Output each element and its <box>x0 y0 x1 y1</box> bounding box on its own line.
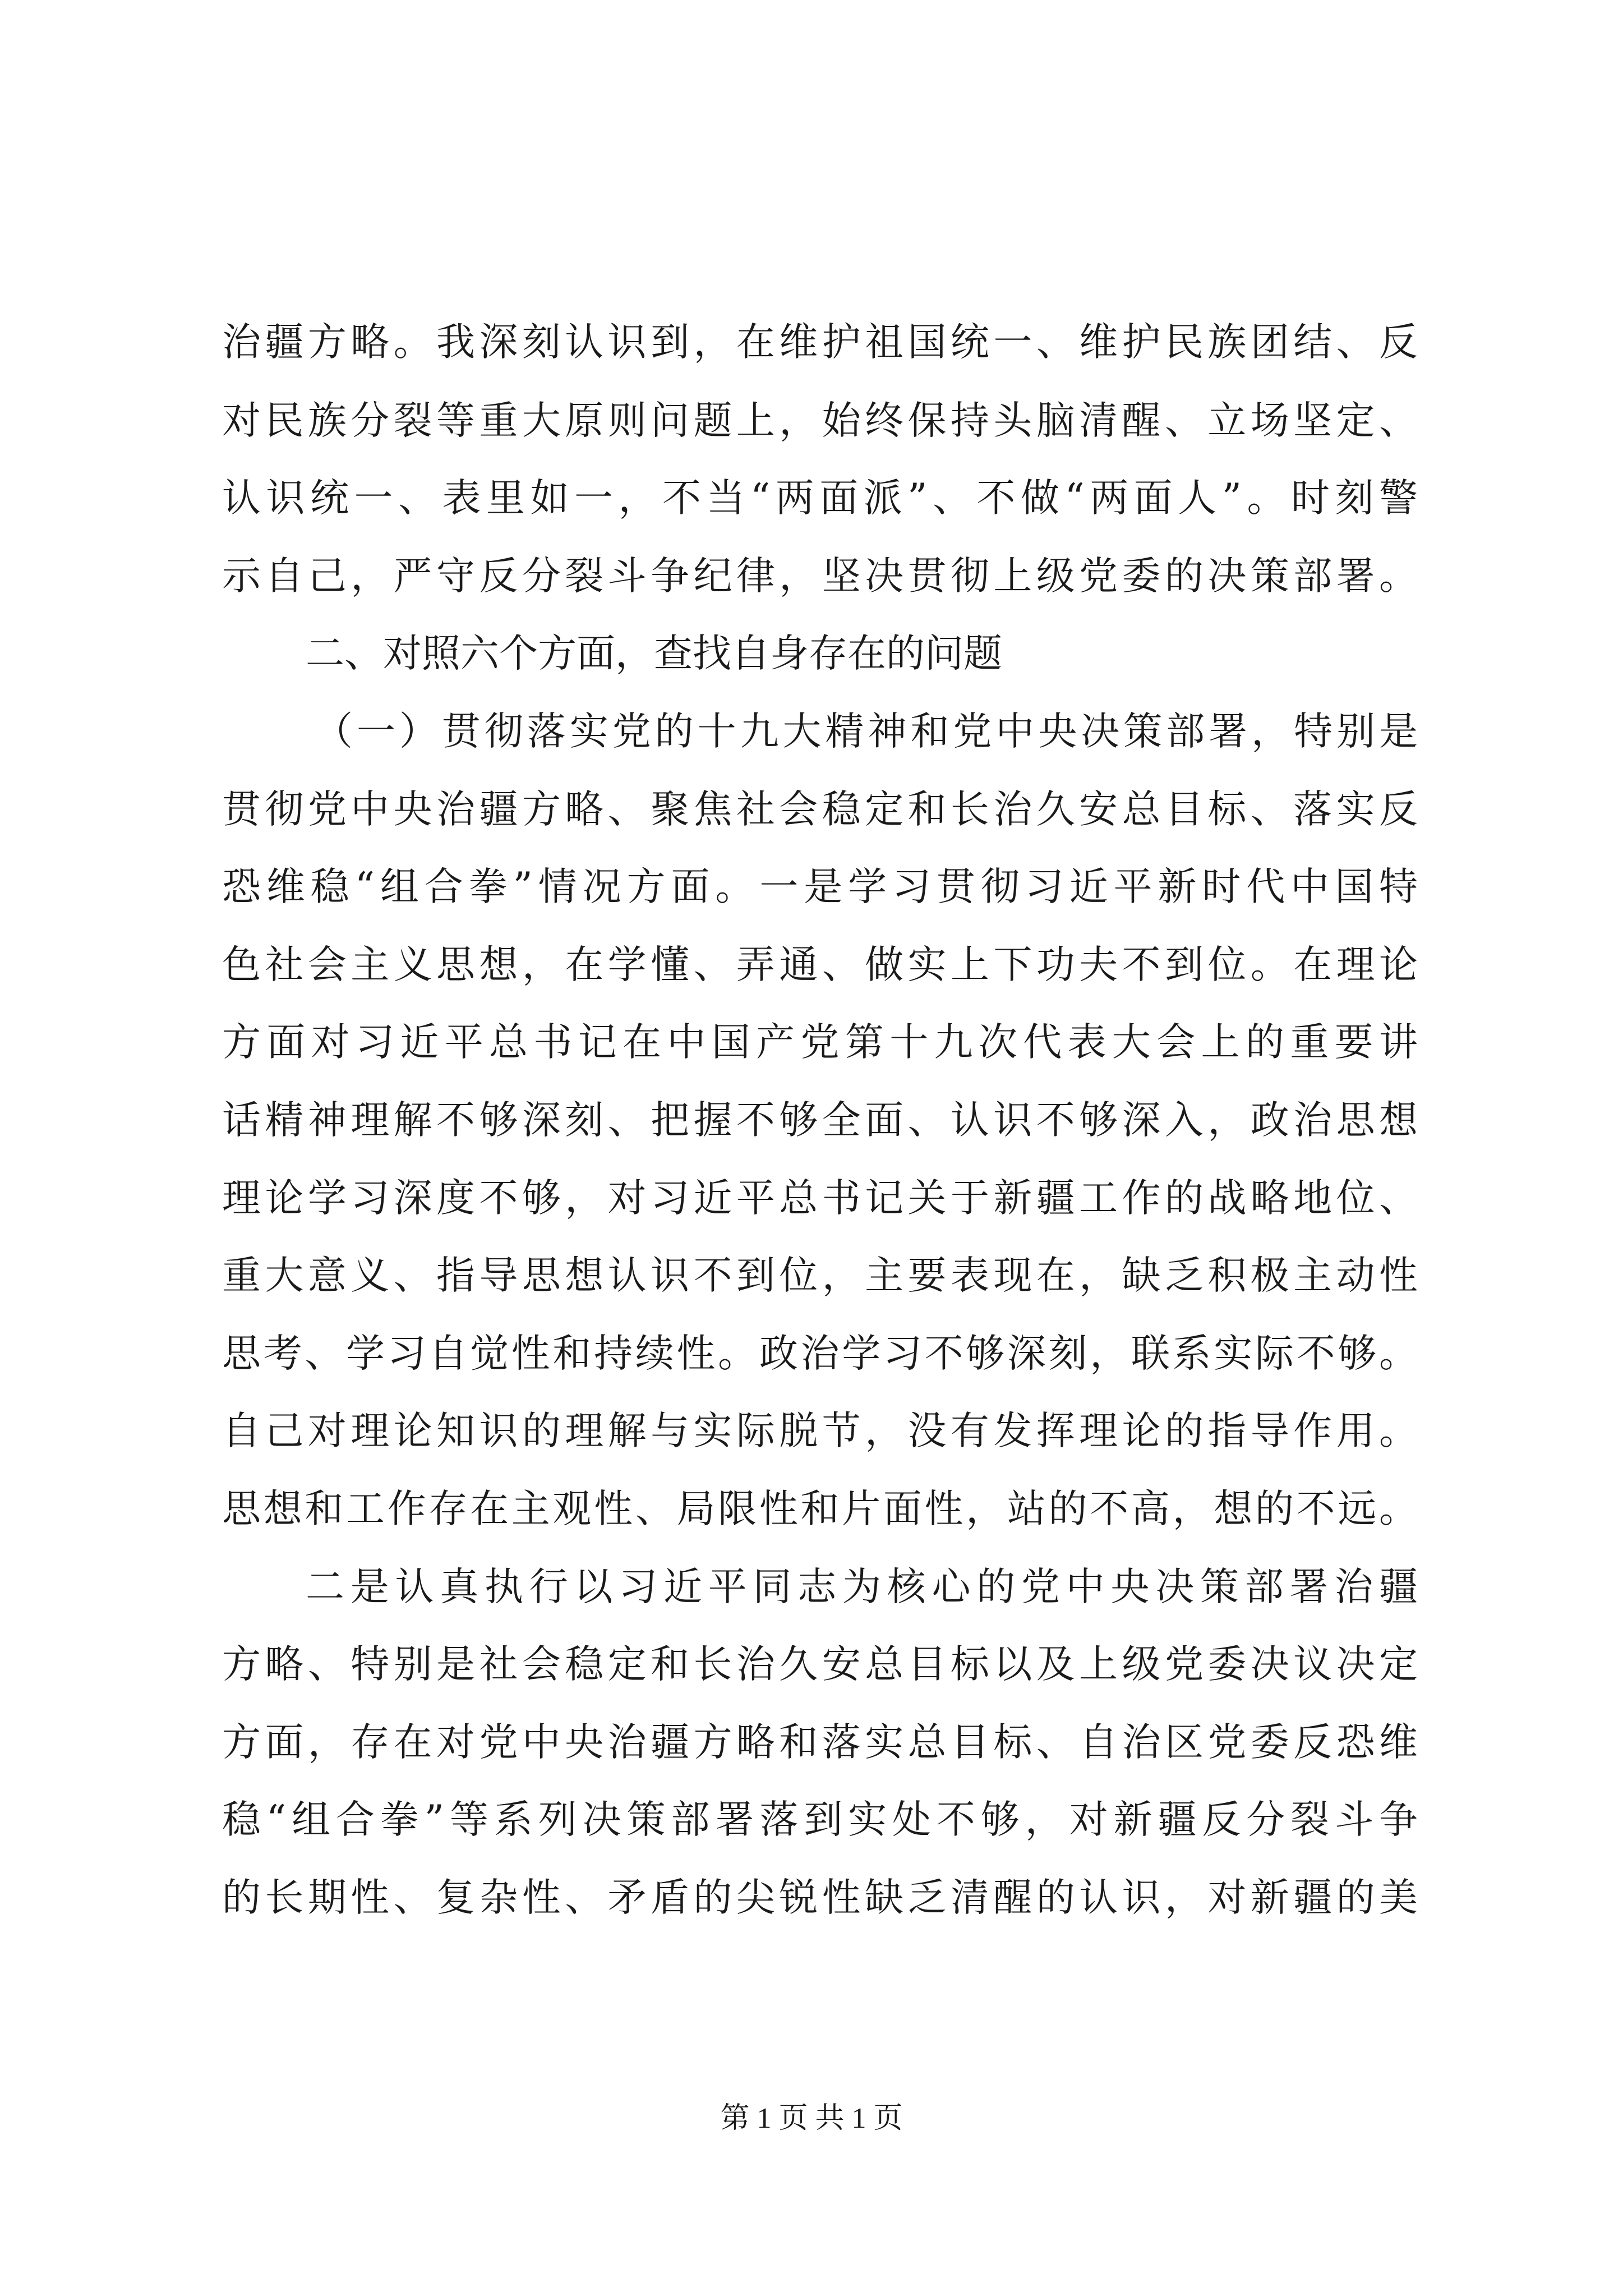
line-text: 理论学习深度不够，对习近平总书记关于新疆工作的战略地位、 <box>222 1176 1418 1221</box>
line-text: 的长期性、复杂性、矛盾的尖锐性缺乏清醒的认识，对新疆的美 <box>222 1875 1418 1920</box>
line-text: （一）贯彻落实党的十九大精神和党中央决策部署，特别是 <box>314 709 1418 754</box>
text-line <box>0 1858 1623 1937</box>
line-text: 色社会主义思想，在学懂、弄通、做实上下功夫不到位。在理论 <box>222 942 1418 987</box>
line-text: 方略、特别是社会稳定和长治久安总目标以及上级党委决议决定 <box>222 1642 1418 1687</box>
line-text: 贯彻党中央治疆方略、聚焦社会稳定和长治久安总目标、落实反 <box>222 787 1418 832</box>
text-line <box>0 926 1623 1004</box>
text-line <box>0 1081 1623 1159</box>
text-line <box>0 459 1623 537</box>
page-number-footer: 第 1 页 共 1 页 <box>720 2102 903 2134</box>
text-line <box>0 1159 1623 1237</box>
text-line <box>0 1314 1623 1393</box>
line-text: 认识统一、表里如一，不当“两面派”、不做“两面人”。时刻警 <box>222 476 1418 521</box>
line-text: 方面对习近平总书记在中国产党第十九次代表大会上的重要讲 <box>222 1020 1418 1065</box>
line-text: 对民族分裂等重大原则问题上，始终保持头脑清醒、立场坚定、 <box>222 398 1418 443</box>
text-line <box>0 381 1623 460</box>
line-text: 思考、学习自觉性和持续性。政治学习不够深刻，联系实际不够。 <box>222 1331 1418 1376</box>
text-line <box>0 1703 1623 1782</box>
text-line <box>0 303 1623 381</box>
line-text: 话精神理解不够深刻、把握不够全面、认识不够深入，政治思想 <box>222 1098 1418 1143</box>
text-line <box>0 848 1623 926</box>
line-text: 恐维稳“组合拳”情况方面。一是学习贯彻习近平新时代中国特 <box>222 864 1418 909</box>
text-line <box>0 1003 1623 1082</box>
line-text: 治疆方略。我深刻认识到，在维护祖国统一、维护民族团结、反 <box>222 320 1418 365</box>
line-text: 示自己，严守反分裂斗争纪律，坚决贯彻上级党委的决策部署。 <box>222 554 1418 599</box>
text-line <box>0 1780 1623 1859</box>
heading-text: 二、对照六个方面，查找自身存在的问题 <box>306 631 1002 676</box>
text-line <box>0 770 1623 849</box>
text-line <box>0 1236 1623 1315</box>
line-text: 自己对理论知识的理解与实际脱节，没有发挥理论的指导作用。 <box>222 1409 1418 1453</box>
text-line <box>0 692 1623 771</box>
text-line <box>0 1548 1623 1626</box>
line-text: 稳“组合拳”等系列决策部署落到实处不够，对新疆反分裂斗争 <box>222 1797 1418 1842</box>
line-text: 方面，存在对党中央治疆方略和落实总目标、自治区党委反恐维 <box>222 1720 1418 1765</box>
text-line <box>0 1625 1623 1704</box>
line-text: 重大意义、指导思想认识不到位，主要表现在，缺乏积极主动性 <box>222 1253 1418 1298</box>
text-line <box>0 537 1623 615</box>
line-text: 思想和工作存在主观性、局限性和片面性，站的不高，想的不远。 <box>222 1487 1418 1531</box>
text-line <box>0 1392 1623 1470</box>
text-line <box>0 1470 1623 1548</box>
section-heading <box>0 614 1623 693</box>
line-text: 二是认真执行以习近平同志为核心的党中央决策部署治疆 <box>306 1565 1418 1609</box>
